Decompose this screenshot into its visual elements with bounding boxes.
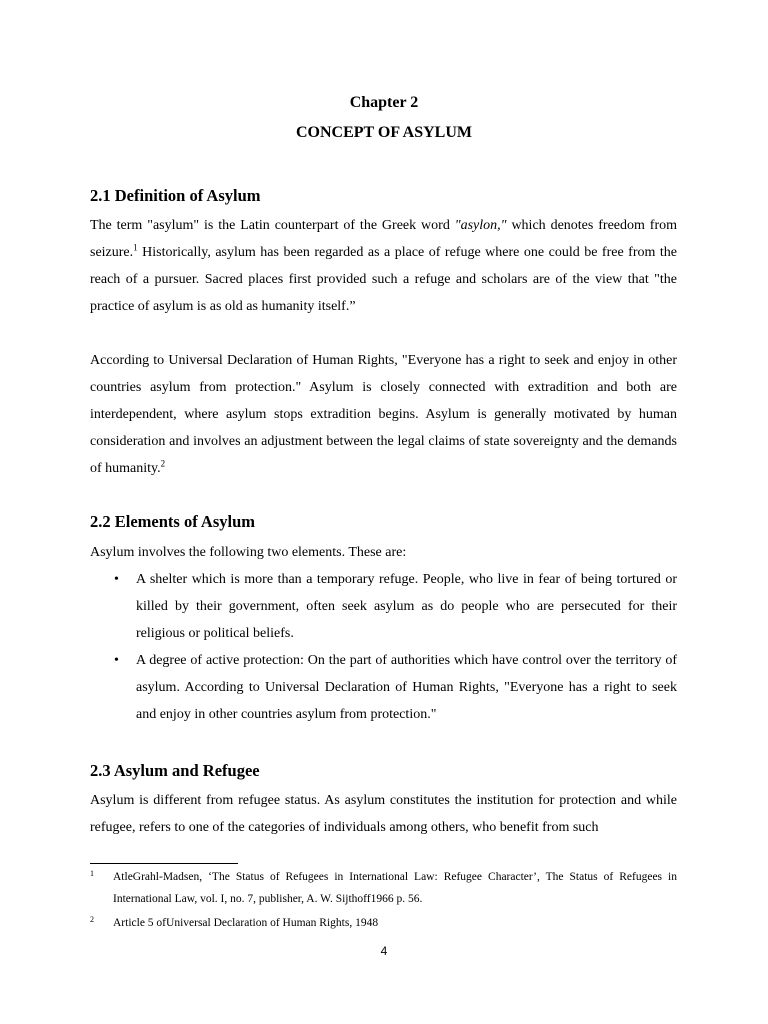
italic-term: "asylon," bbox=[454, 218, 507, 233]
list-item bbox=[112, 566, 677, 647]
section-heading-definition: 2.1 Definition of Asylum bbox=[90, 186, 261, 205]
text-run: According to Universal Declaration of Human Rights, "Everyone has a right to seek and enjoy in other countries asylum from protection." Asylum is closely connected with extradition and both are interdependent, where asylum stops extradition begins. Asylum is generally motivated by human consideration and involves an adjustment between the legal claims of state sovereignty and the demands of humanity. bbox=[90, 353, 677, 476]
page-number: 4 bbox=[380, 944, 388, 958]
text-run: Historically, asylum has been regarded as a place of refuge where one could be free from the reach of a pursuer. Sacred places first provided such a refuge and scholars are of the view that "the practice of asylum is as old as humanity itself.” bbox=[90, 245, 677, 314]
elements-bullet-list bbox=[112, 566, 677, 728]
footnote-number: 2 bbox=[90, 915, 94, 924]
bullet-icon: • bbox=[114, 653, 119, 668]
paragraph-definition-2 bbox=[90, 347, 677, 482]
chapter-label: Chapter 2 bbox=[349, 94, 419, 111]
paragraph-definition-1 bbox=[90, 212, 677, 320]
footnote-number: 1 bbox=[90, 869, 94, 878]
text-run: The term "asylum" is the Latin counterpart of the Greek word bbox=[90, 218, 455, 233]
list-item bbox=[112, 647, 677, 728]
text-run: which denotes freedom from seizure. bbox=[90, 218, 678, 260]
paragraph-elements-intro: Asylum involves the following two elements. These are: bbox=[90, 545, 407, 560]
footnote-1 bbox=[90, 866, 677, 910]
footnote-ref-1[interactable]: 1 bbox=[133, 242, 138, 253]
section-heading-elements: 2.2 Elements of Asylum bbox=[90, 512, 255, 531]
list-item-text: A degree of active protection: On the part of authorities which have control over the territory of asylum. According to Universal Declaration of Human Rights, "Everyone has a right to seek and enjoy in other countries asylum from protection." bbox=[136, 653, 677, 722]
paragraph-asylum-refugee: Asylum is different from refugee status. As asylum constitutes the institution for protection and while refugee, refers to one of the categories of individuals among others, who benefit from such bbox=[90, 793, 677, 835]
footnote-2 bbox=[90, 912, 677, 934]
list-item-text: A shelter which is more than a temporary refuge. People, who live in fear of being tortured or killed by their government, often seek asylum as do people who are persecuted for their religious or political beliefs. bbox=[136, 572, 677, 641]
footnote-text: AtleGrahl-Madsen, ‘The Status of Refugees in International Law: Refugee Character’, The Status of Refugees in International Law, vol. I, no. 7, publisher, A. W. Sijthoff1966 p. 56. bbox=[113, 871, 677, 905]
footnote-text: Article 5 ofUniversal Declaration of Human Rights, 1948 bbox=[113, 917, 379, 929]
footnote-divider bbox=[90, 863, 238, 864]
footnote-ref-2[interactable]: 2 bbox=[160, 458, 166, 469]
bullet-icon: • bbox=[114, 572, 119, 587]
section-heading-asylum-refugee: 2.3 Asylum and Refugee bbox=[90, 761, 260, 780]
chapter-title: CONCEPT OF ASYLUM bbox=[295, 124, 472, 141]
